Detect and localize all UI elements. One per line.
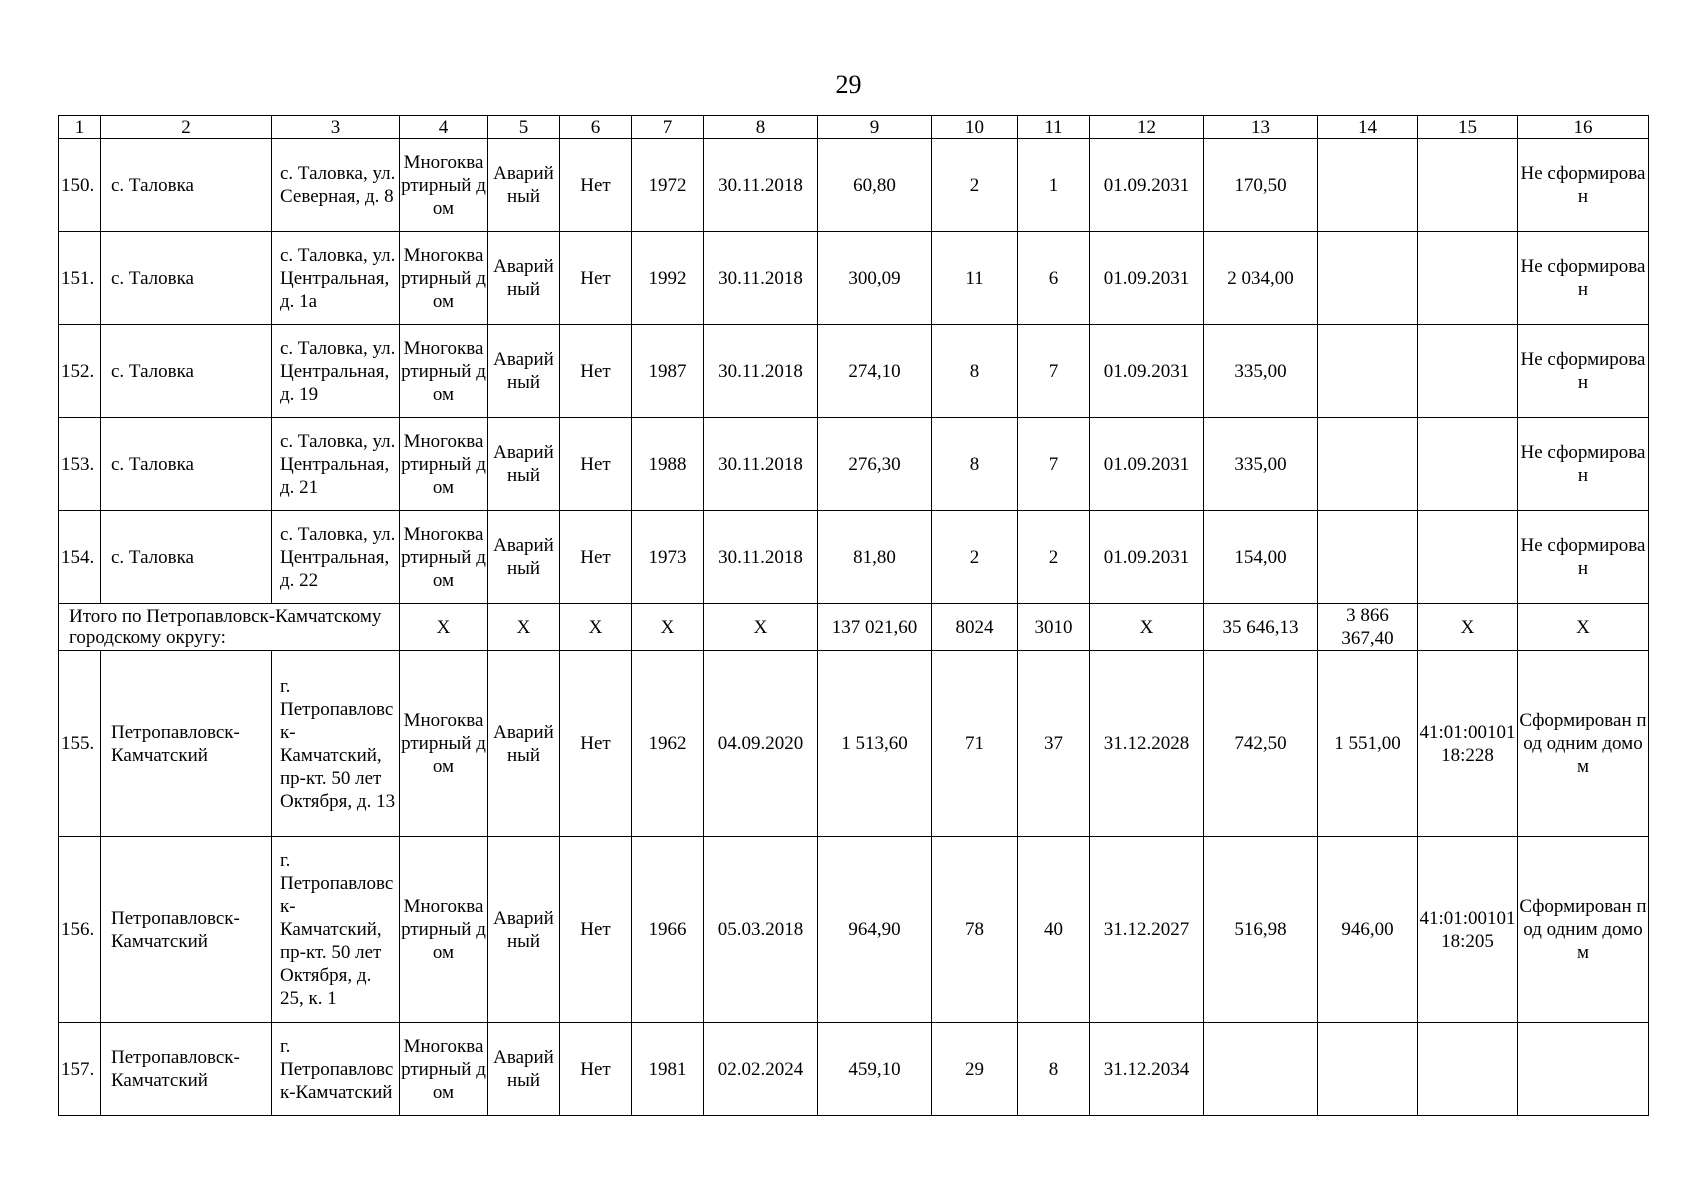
- cell-c11: 37: [1018, 651, 1090, 837]
- cell-address: с. Таловка, ул. Северная, д. 8: [272, 139, 400, 232]
- column-number-cell: 7: [632, 116, 704, 139]
- total-c10: 8024: [932, 604, 1018, 651]
- table-row: [59, 651, 1649, 837]
- cell-c14: 946,00: [1318, 837, 1418, 1023]
- cell-type: Многоквартирный дом: [400, 1023, 488, 1116]
- cell-c11: 40: [1018, 837, 1090, 1023]
- table-row: [59, 837, 1649, 1023]
- cell-year: 1988: [632, 418, 704, 511]
- cell-address: г. Петропавловск-Камчатский, пр-кт. 50 лет Октября, д. 13: [272, 651, 400, 837]
- total-c6: Х: [560, 604, 632, 651]
- column-number-cell: 6: [560, 116, 632, 139]
- cell-c13: 170,50: [1204, 139, 1318, 232]
- cell-c14: [1318, 139, 1418, 232]
- cell-date: 04.09.2020: [704, 651, 818, 837]
- cell-c13: 2 034,00: [1204, 232, 1318, 325]
- total-c14: 3 866 367,40: [1318, 604, 1418, 651]
- column-number-cell: 4: [400, 116, 488, 139]
- cell-type: Многоквартирный дом: [400, 232, 488, 325]
- cell-year: 1973: [632, 511, 704, 604]
- cell-date: 30.11.2018: [704, 418, 818, 511]
- cell-area: 1 513,60: [818, 651, 932, 837]
- cell-c16: Сформирован под одним домом: [1518, 651, 1649, 837]
- cell-c10: 29: [932, 1023, 1018, 1116]
- cell-area: 81,80: [818, 511, 932, 604]
- cell-deadline: 01.09.2031: [1090, 418, 1204, 511]
- cell-c15: [1418, 139, 1518, 232]
- cell-c13: 335,00: [1204, 325, 1318, 418]
- cell-c16: Не сформирован: [1518, 139, 1649, 232]
- cell-settlement: Петропавловск-Камчатский: [101, 1023, 272, 1116]
- cell-num: 155.: [59, 651, 101, 837]
- cell-c14: [1318, 325, 1418, 418]
- cell-c11: 6: [1018, 232, 1090, 325]
- total-c13: 35 646,13: [1204, 604, 1318, 651]
- cell-status: Аварийный: [488, 232, 560, 325]
- cell-settlement: Петропавловск-Камчатский: [101, 651, 272, 837]
- cell-c6: Нет: [560, 325, 632, 418]
- cell-num: 150.: [59, 139, 101, 232]
- cell-area: 276,30: [818, 418, 932, 511]
- cell-year: 1962: [632, 651, 704, 837]
- cell-c11: 1: [1018, 139, 1090, 232]
- cell-year: 1987: [632, 325, 704, 418]
- column-number-cell: 12: [1090, 116, 1204, 139]
- cell-c10: 8: [932, 418, 1018, 511]
- column-number-cell: 9: [818, 116, 932, 139]
- total-c7: Х: [632, 604, 704, 651]
- cell-deadline: 31.12.2034: [1090, 1023, 1204, 1116]
- cell-deadline: 01.09.2031: [1090, 325, 1204, 418]
- cell-c6: Нет: [560, 837, 632, 1023]
- table-row: [59, 325, 1649, 418]
- cell-status: Аварийный: [488, 651, 560, 837]
- cell-c13: 335,00: [1204, 418, 1318, 511]
- cell-c15: [1418, 418, 1518, 511]
- cell-c10: 2: [932, 511, 1018, 604]
- cell-type: Многоквартирный дом: [400, 139, 488, 232]
- cell-deadline: 31.12.2027: [1090, 837, 1204, 1023]
- cell-settlement: с. Таловка: [101, 325, 272, 418]
- table-row: [59, 139, 1649, 232]
- column-number-cell: 16: [1518, 116, 1649, 139]
- cell-address: г. Петропавловск-Камчатский: [272, 1023, 400, 1116]
- cell-area: 300,09: [818, 232, 932, 325]
- cell-c13: 516,98: [1204, 837, 1318, 1023]
- cell-c16: Не сформирован: [1518, 325, 1649, 418]
- total-c12: Х: [1090, 604, 1204, 651]
- total-label: Итого по Петропавловск-Камчатскому городскому округу:: [59, 604, 400, 651]
- cell-c11: 2: [1018, 511, 1090, 604]
- cell-c14: [1318, 511, 1418, 604]
- cell-c6: Нет: [560, 511, 632, 604]
- cell-c15: [1418, 325, 1518, 418]
- cell-c10: 71: [932, 651, 1018, 837]
- cell-c11: 8: [1018, 1023, 1090, 1116]
- cell-c11: 7: [1018, 418, 1090, 511]
- cell-c6: Нет: [560, 232, 632, 325]
- cell-settlement: с. Таловка: [101, 418, 272, 511]
- cell-num: 157.: [59, 1023, 101, 1116]
- cell-c14: [1318, 232, 1418, 325]
- cell-status: Аварийный: [488, 1023, 560, 1116]
- cell-address: с. Таловка, ул. Центральная, д. 21: [272, 418, 400, 511]
- cell-address: г. Петропавловск-Камчатский, пр-кт. 50 лет Октября, д. 25, к. 1: [272, 837, 400, 1023]
- cell-c16: Не сформирован: [1518, 418, 1649, 511]
- cell-c14: [1318, 1023, 1418, 1116]
- cell-num: 156.: [59, 837, 101, 1023]
- cell-c10: 11: [932, 232, 1018, 325]
- cell-num: 152.: [59, 325, 101, 418]
- cell-date: 30.11.2018: [704, 232, 818, 325]
- column-number-cell: 8: [704, 116, 818, 139]
- total-c9: 137 021,60: [818, 604, 932, 651]
- total-c5: Х: [488, 604, 560, 651]
- total-row: [59, 604, 1649, 651]
- cell-num: 153.: [59, 418, 101, 511]
- column-number-cell: 3: [272, 116, 400, 139]
- cell-date: 30.11.2018: [704, 325, 818, 418]
- cell-deadline: 01.09.2031: [1090, 139, 1204, 232]
- cell-status: Аварийный: [488, 418, 560, 511]
- cell-type: Многоквартирный дом: [400, 325, 488, 418]
- column-number-cell: 5: [488, 116, 560, 139]
- column-number-cell: 11: [1018, 116, 1090, 139]
- housing-table: [58, 115, 1649, 1116]
- column-number-cell: 2: [101, 116, 272, 139]
- cell-type: Многоквартирный дом: [400, 651, 488, 837]
- column-number-cell: 15: [1418, 116, 1518, 139]
- column-number-cell: 1: [59, 116, 101, 139]
- cell-c11: 7: [1018, 325, 1090, 418]
- cell-c6: Нет: [560, 418, 632, 511]
- cell-c16: Сформирован под одним домом: [1518, 837, 1649, 1023]
- cell-c13: [1204, 1023, 1318, 1116]
- cell-c6: Нет: [560, 651, 632, 837]
- cell-c16: Не сформирован: [1518, 232, 1649, 325]
- cell-date: 05.03.2018: [704, 837, 818, 1023]
- cell-area: 964,90: [818, 837, 932, 1023]
- cell-num: 154.: [59, 511, 101, 604]
- cell-c10: 2: [932, 139, 1018, 232]
- cell-date: 02.02.2024: [704, 1023, 818, 1116]
- cell-status: Аварийный: [488, 511, 560, 604]
- cell-area: 60,80: [818, 139, 932, 232]
- cell-settlement: с. Таловка: [101, 139, 272, 232]
- cell-c14: [1318, 418, 1418, 511]
- cell-status: Аварийный: [488, 837, 560, 1023]
- cell-c10: 78: [932, 837, 1018, 1023]
- cell-c10: 8: [932, 325, 1018, 418]
- total-c15: Х: [1418, 604, 1518, 651]
- cell-address: с. Таловка, ул. Центральная, д. 19: [272, 325, 400, 418]
- cell-date: 30.11.2018: [704, 139, 818, 232]
- table-row: [59, 418, 1649, 511]
- cell-c13: 154,00: [1204, 511, 1318, 604]
- table-row: [59, 511, 1649, 604]
- cell-c13: 742,50: [1204, 651, 1318, 837]
- total-c8: Х: [704, 604, 818, 651]
- cell-type: Многоквартирный дом: [400, 418, 488, 511]
- column-number-cell: 10: [932, 116, 1018, 139]
- cell-c15: [1418, 232, 1518, 325]
- total-c4: Х: [400, 604, 488, 651]
- cell-area: 274,10: [818, 325, 932, 418]
- cell-status: Аварийный: [488, 325, 560, 418]
- cell-c6: Нет: [560, 1023, 632, 1116]
- cell-c15: 41:01:0010118:228: [1418, 651, 1518, 837]
- cell-address: с. Таловка, ул. Центральная, д. 1а: [272, 232, 400, 325]
- cell-c15: [1418, 511, 1518, 604]
- column-number-row: [59, 116, 1649, 139]
- cell-status: Аварийный: [488, 139, 560, 232]
- cell-year: 1981: [632, 1023, 704, 1116]
- cell-deadline: 01.09.2031: [1090, 511, 1204, 604]
- cell-settlement: с. Таловка: [101, 511, 272, 604]
- cell-c16: [1518, 1023, 1649, 1116]
- cell-c16: Не сформирован: [1518, 511, 1649, 604]
- cell-address: с. Таловка, ул. Центральная, д. 22: [272, 511, 400, 604]
- cell-deadline: 31.12.2028: [1090, 651, 1204, 837]
- cell-num: 151.: [59, 232, 101, 325]
- table-row: [59, 232, 1649, 325]
- cell-year: 1966: [632, 837, 704, 1023]
- cell-date: 30.11.2018: [704, 511, 818, 604]
- cell-type: Многоквартирный дом: [400, 511, 488, 604]
- table-row: [59, 1023, 1649, 1116]
- column-number-cell: 14: [1318, 116, 1418, 139]
- page-number: 29: [835, 70, 862, 99]
- cell-year: 1972: [632, 139, 704, 232]
- cell-area: 459,10: [818, 1023, 932, 1116]
- total-c16: Х: [1518, 604, 1649, 651]
- table-body: [59, 116, 1649, 1116]
- cell-type: Многоквартирный дом: [400, 837, 488, 1023]
- total-c11: 3010: [1018, 604, 1090, 651]
- cell-c15: 41:01:0010118:205: [1418, 837, 1518, 1023]
- cell-c6: Нет: [560, 139, 632, 232]
- cell-settlement: Петропавловск-Камчатский: [101, 837, 272, 1023]
- cell-year: 1992: [632, 232, 704, 325]
- cell-c14: 1 551,00: [1318, 651, 1418, 837]
- cell-deadline: 01.09.2031: [1090, 232, 1204, 325]
- column-number-cell: 13: [1204, 116, 1318, 139]
- cell-settlement: с. Таловка: [101, 232, 272, 325]
- cell-c15: [1418, 1023, 1518, 1116]
